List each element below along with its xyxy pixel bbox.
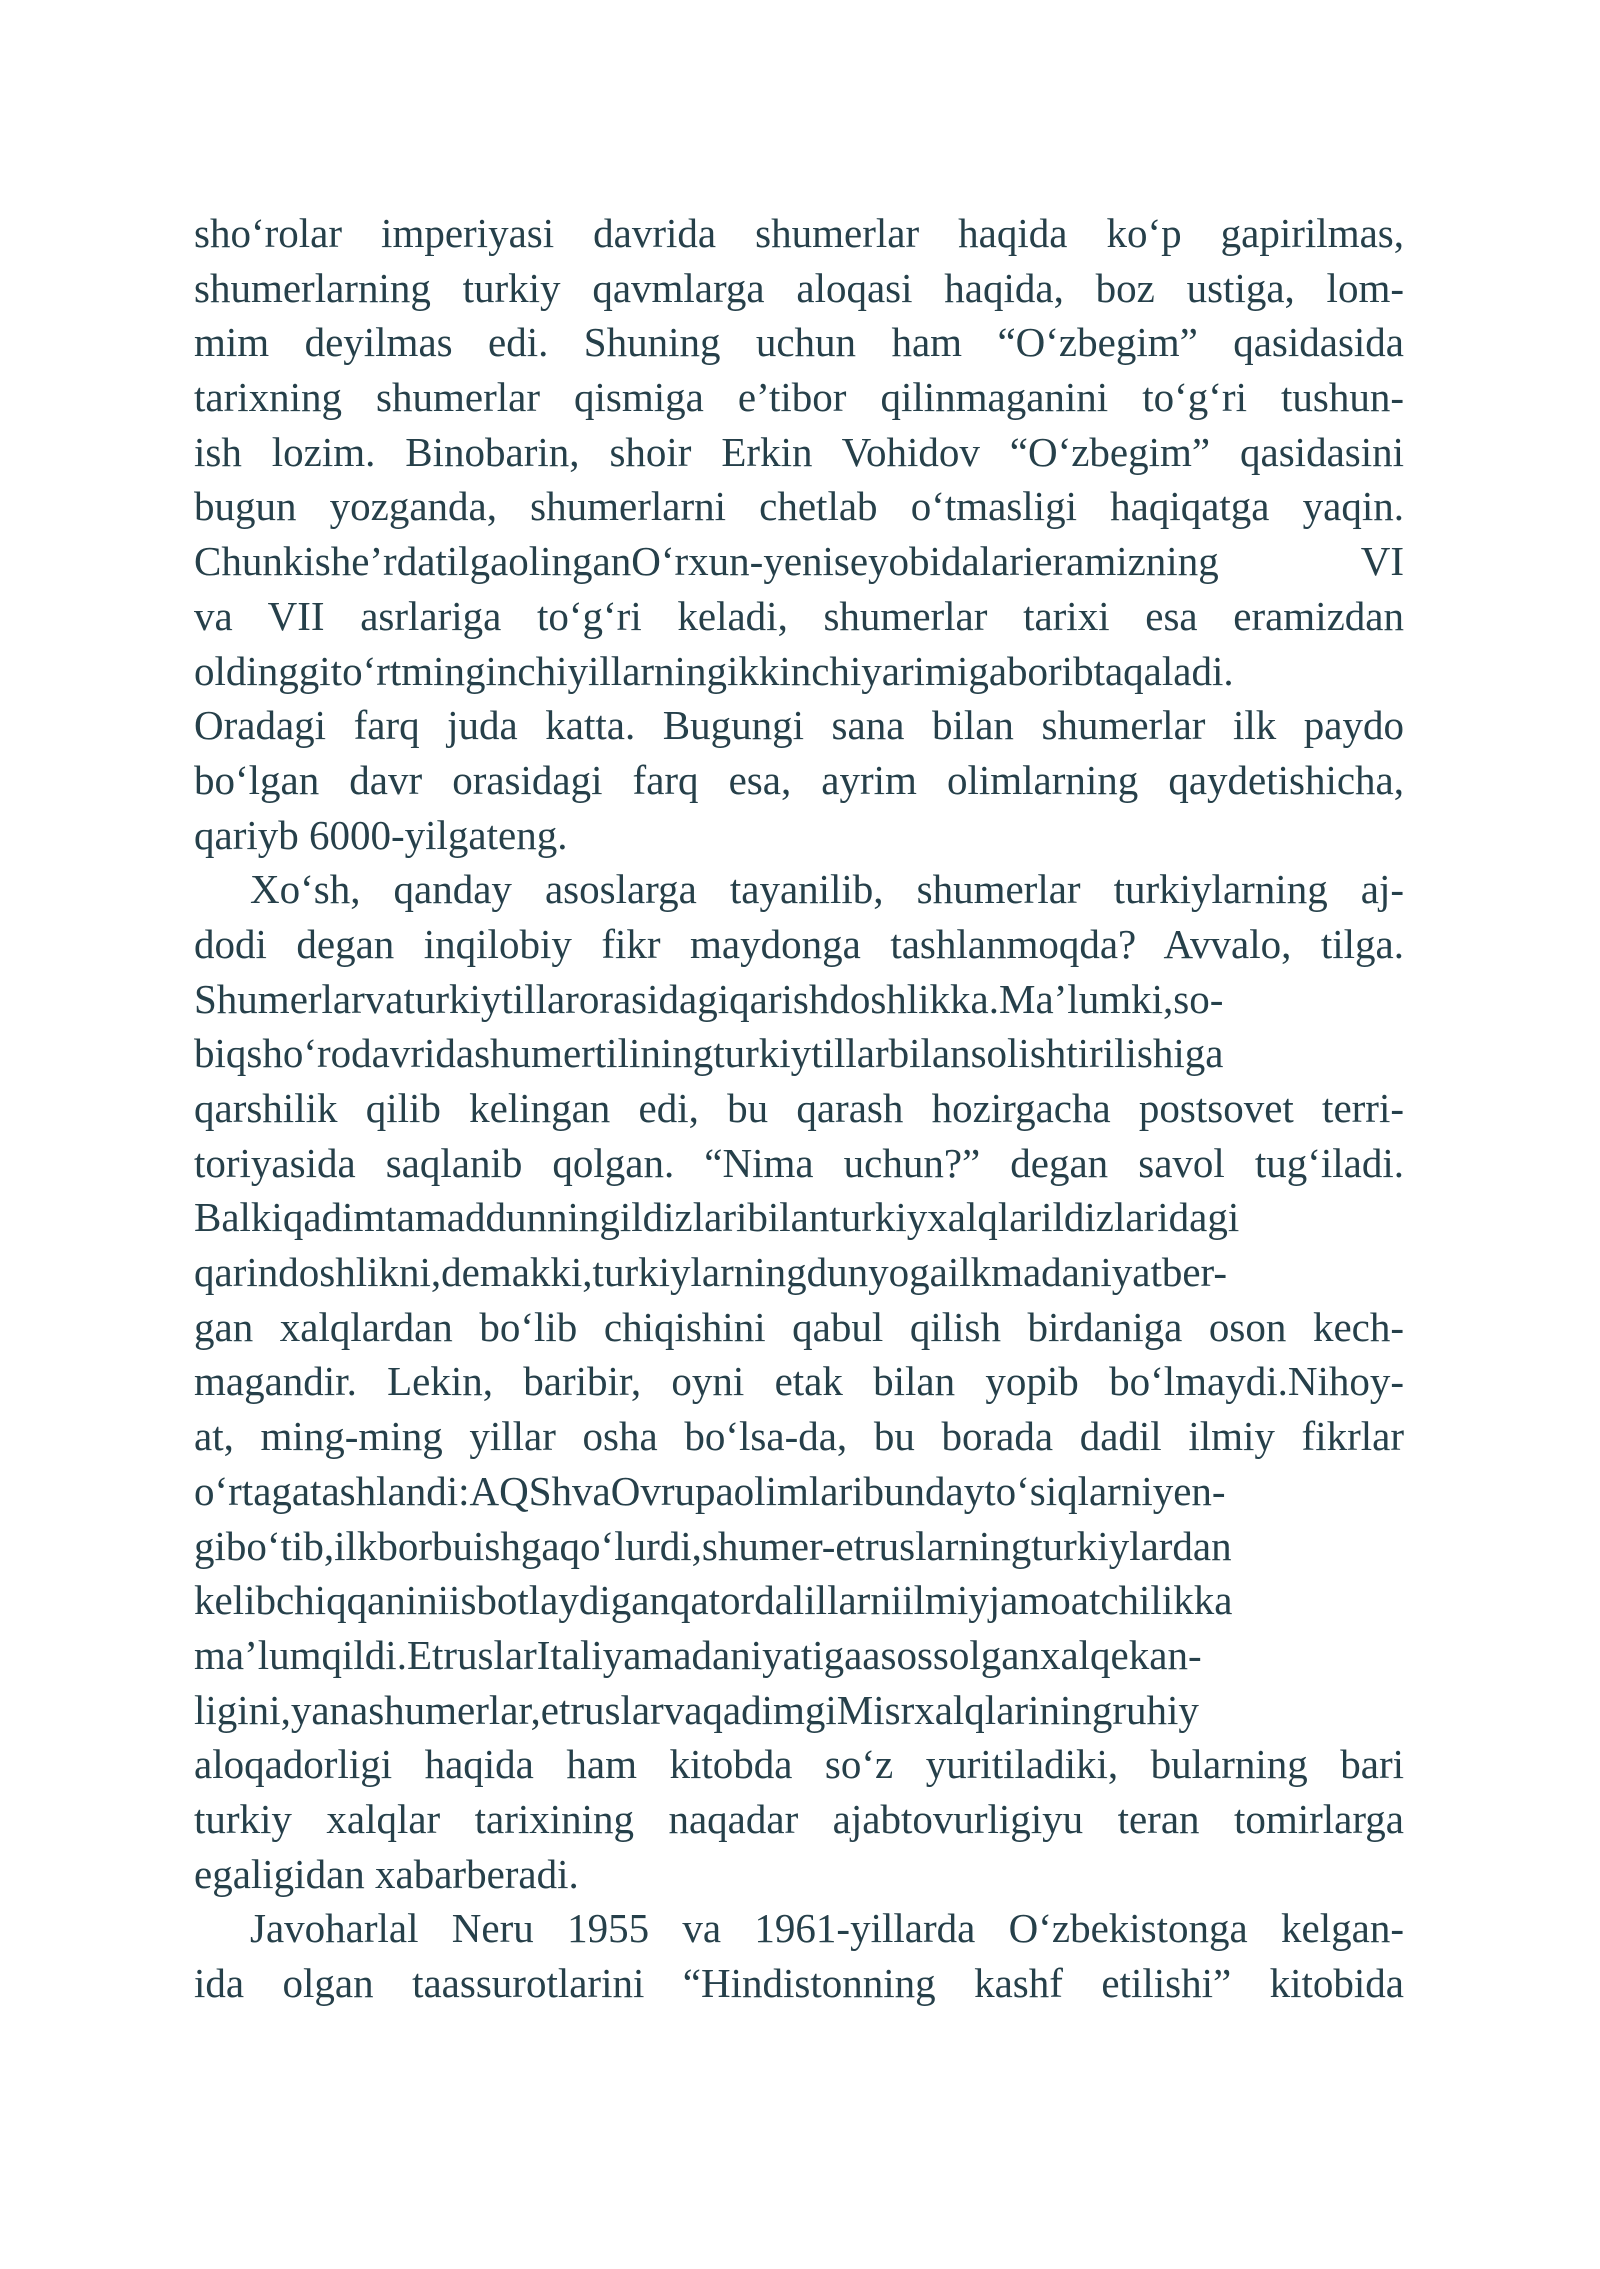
text-line: Oradagi farq juda katta. Bugungi sana bilan shumerlar ilk paydo xyxy=(194,702,1404,749)
text-line: aloqadorligi haqida ham kitobda so‘z yuritiladiki, bularning bari xyxy=(194,1741,1404,1788)
text-line: ida olgan taassurotlarini “Hindistonning kashf etilishi” kitobida xyxy=(194,1960,1404,2006)
text-line: qarshilik qilib kelingan edi, bu qarash hozirgacha postsovet terri- xyxy=(194,1085,1404,1131)
text-line: ligini,yanashumerlar,etruslarvaqadimgiMisrxalqlariningruhiy xyxy=(194,1686,1199,1733)
text-line: sho‘rolar imperiyasi davrida shumerlar haqida ko‘p gapirilmas, xyxy=(194,210,1404,256)
text-line: ma’lumqildi.EtruslarItaliyamadaniyatigaasossolganxalqekan- xyxy=(194,1631,1202,1678)
text-line: Balkiqadimtamaddunningildizlaribilanturkiyxalqlarildizlaridagi xyxy=(194,1194,1240,1241)
text-line: qarindoshlikni,demakki,turkiylarningdunyogailkmadaniyatber- xyxy=(194,1249,1228,1296)
text-line: Shumerlarvaturkiytillarorasidagiqarishdoshlikka.Ma’lumki,so- xyxy=(194,975,1224,1022)
text-line: gibo‘tib,ilkborbuishgaqo‘lurdi,shumer-etruslarningturkiylardan xyxy=(194,1522,1232,1569)
text-line: magandir. Lekin, baribir, oyni etak bilan yopib bo‘lmaydi.Nihoy- xyxy=(194,1358,1404,1405)
text-line: ish lozim. Binobarin, shoir Erkin Vohidov “O‘zbegim” qasidasini xyxy=(194,428,1404,475)
text-line: dodi degan inqilobiy fikr maydonga tashlanmoqda? Avvalo, tilga. xyxy=(194,920,1404,967)
text-line: tarixning shumerlar qismiga e’tibor qilinmaganini to‘g‘ri tushun- xyxy=(194,374,1404,421)
paragraph-first-line: Xo‘sh, qanday asoslarga tayanilib, shumerlar turkiylarning aj- xyxy=(250,866,1404,913)
text-line: turkiy xalqlar tarixining naqadar ajabtovurligiyu teran tomirlarga xyxy=(194,1795,1404,1842)
text-line: oldinggito‘rtminginchiyillarningikkinchiyarimigaboribtaqaladi. xyxy=(194,647,1234,694)
paragraph-end-line: egaligidan xabarberadi. xyxy=(194,1850,579,1897)
paragraph-first-line: Javoharlal Neru 1955 va 1961-yillarda O‘zbekistonga kelgan- xyxy=(250,1905,1404,1952)
text-line: gan xalqlardan bo‘lib chiqishini qabul qilish birdaniga oson kech- xyxy=(194,1303,1404,1350)
text-line: kelibchiqqaniniisbotlaydiganqatordalillarniilmiyjamoatchilikka xyxy=(194,1577,1233,1624)
text-line: shumerlarning turkiy qavmlarga aloqasi haqida, boz ustiga, lom- xyxy=(194,264,1404,311)
text-line: biqsho‘rodavridashumertiliningturkiytillarbilansolishtirilishiga xyxy=(194,1030,1224,1077)
text-line: bugun yozganda, shumerlarni chetlab o‘tmasligi haqiqatga yaqin. xyxy=(194,483,1404,530)
text-line: va VII asrlariga to‘g‘ri keladi, shumerlar tarixi esa eramizdan xyxy=(194,592,1404,639)
text-line: at, ming-ming yillar osha bo‘lsa-da, bu borada dadil ilmiy fikrlar xyxy=(194,1413,1404,1460)
body-text xyxy=(194,206,1404,2011)
text-line: bo‘lgan davr orasidagi farq esa, ayrim olimlarning qaydetishicha, xyxy=(194,756,1404,803)
paragraph-end-line: qariyb 6000-yilgateng. xyxy=(194,811,568,858)
text-line: o‘rtagatashlandi:AQShvaOvrupaolimlaribundayto‘siqlarniyen- xyxy=(194,1467,1226,1514)
text-line: Chunkishe’rdatilgaolinganO‘rxun-yeniseyobidalarieramizning VI xyxy=(194,538,1404,585)
text-line: mim deyilmas edi. Shuning uchun ham “O‘zbegim” qasidasida xyxy=(194,319,1404,366)
text-line: toriyasida saqlanib qolgan. “Nima uchun?” degan savol tug‘iladi. xyxy=(194,1139,1404,1186)
